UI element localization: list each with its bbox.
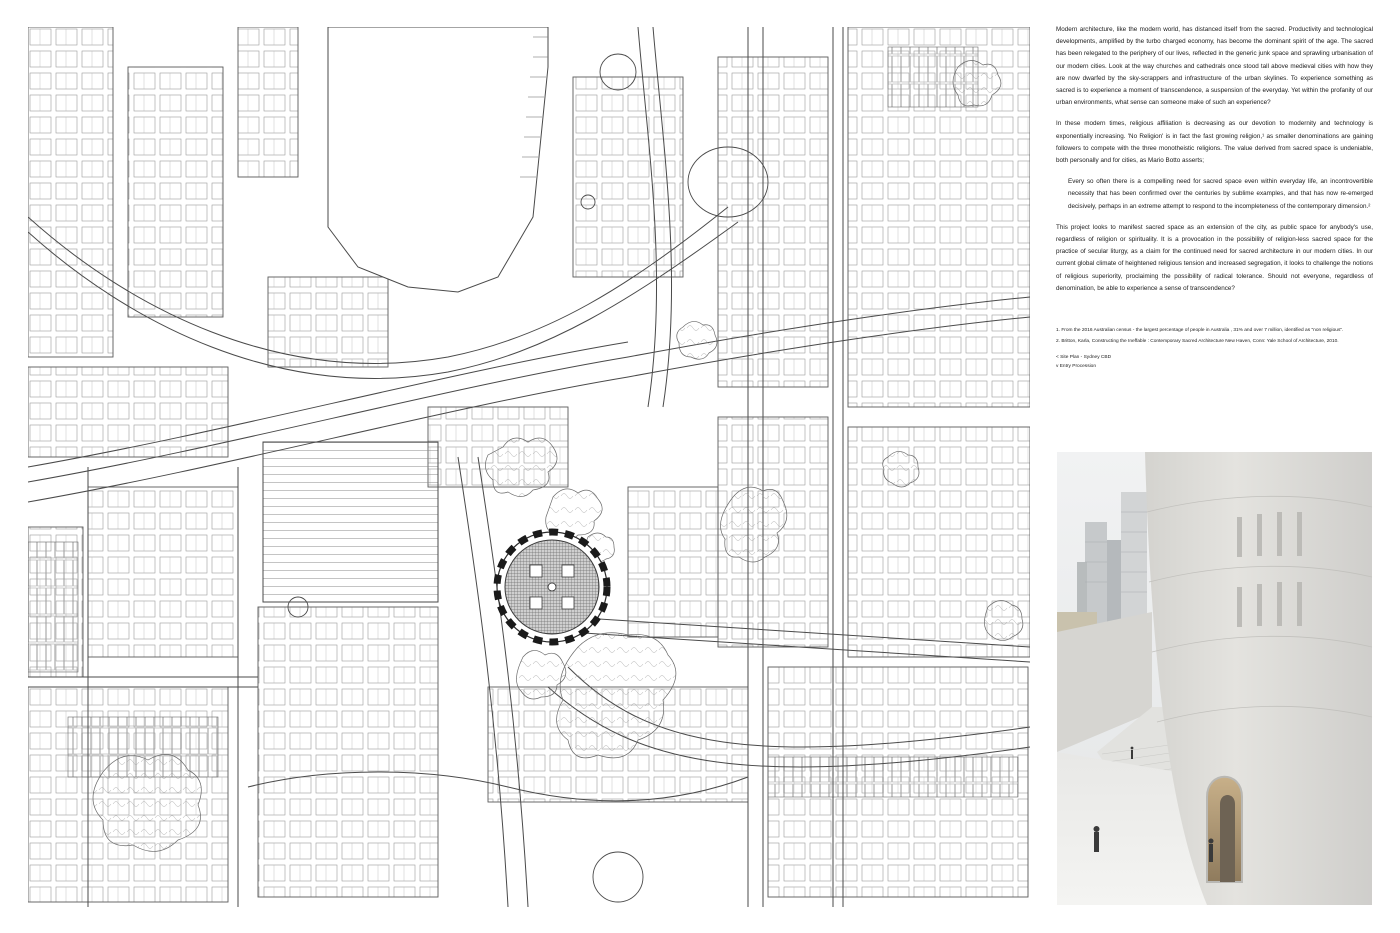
essay-paragraph-1: Modern architecture, like the modern world, has distanced itself from the sacred. Productivity and technological developments, amplified by the turbo charged economy, has become the dominant spirit of the age. The sacred has been relegated to the periphery of our lives, reflected in the generic junk space and sprawling urbanisation of our modern cities. Look at the way churches and cathedrals once stood tall above medieval cities with how they are now dwarfed by the sky-scrappers and infrastructure of the urban skylines. To experience something as sacred is to experience a moment of transcendence, a suspension of the everyday. Yet within the profanity of our urban environments, what sense can someone make of such an experience? (1056, 26, 1373, 107)
essay-quote: Every so often there is a compelling need for sacred space even within everyday life, an incontrovertible necessity that has been confirmed over the centuries by sublime examples, and that has now re-emerged decisively, perhaps in an extreme attempt to respond to the incompleteness of the contemporary dimension.² (1068, 178, 1373, 210)
footnote-1: 1. From the 2016 Australian census - the largest percentage of people in Australia , 31% and over 7 million, identified as "non religious". (1056, 328, 1344, 334)
essay-paragraph-2: In these modern times, religious affiliation is decreasing as our devotion to modernity and technology is exponentially increasing. 'No Religion' is in fact the fast growing religion,¹ as smaller denominations are gaining followers to compete with the three monotheistic religions. The value derived from sacred space is undeniable, both personally and for cities, as Mario Botto asserts; (1056, 120, 1373, 165)
essay-column (1056, 24, 1373, 371)
captions (1056, 353, 1373, 371)
harbour-basin (328, 27, 548, 292)
footnote-2: 2. Britton, Karla, Constructing the Ineffable : Contemporary Sacred Architecture New Haven, Conn: Yale School of Architecture, 2010. (1056, 339, 1339, 345)
caption-site-plan: < Site Plan - Sydney CBD (1056, 355, 1112, 361)
caption-render: v Entry Procession (1056, 364, 1096, 370)
footnotes (1056, 325, 1373, 347)
rotunda-plan (497, 532, 607, 642)
entry-procession-render (1057, 452, 1372, 905)
essay-paragraph-3: This project looks to manifest sacred space as an extension of the city, as public space for anybody's use, regardless of religion or spirituality. It is a provocation in the possibility of religion-less sacred space for the practice of secular liturgy, as a claim for the continued need for sacred architecture in our modern cities. In our current global climate of heightened religious tension and increased segregation, it looks to challenge the notions of religious superiority, proclaiming the possibility of radical tolerance. Should not everyone, regardless of denomination, be able to experience a sense of transcendence? (1056, 223, 1373, 292)
train-shed (263, 442, 438, 602)
site-plan-drawing (28, 27, 1030, 907)
